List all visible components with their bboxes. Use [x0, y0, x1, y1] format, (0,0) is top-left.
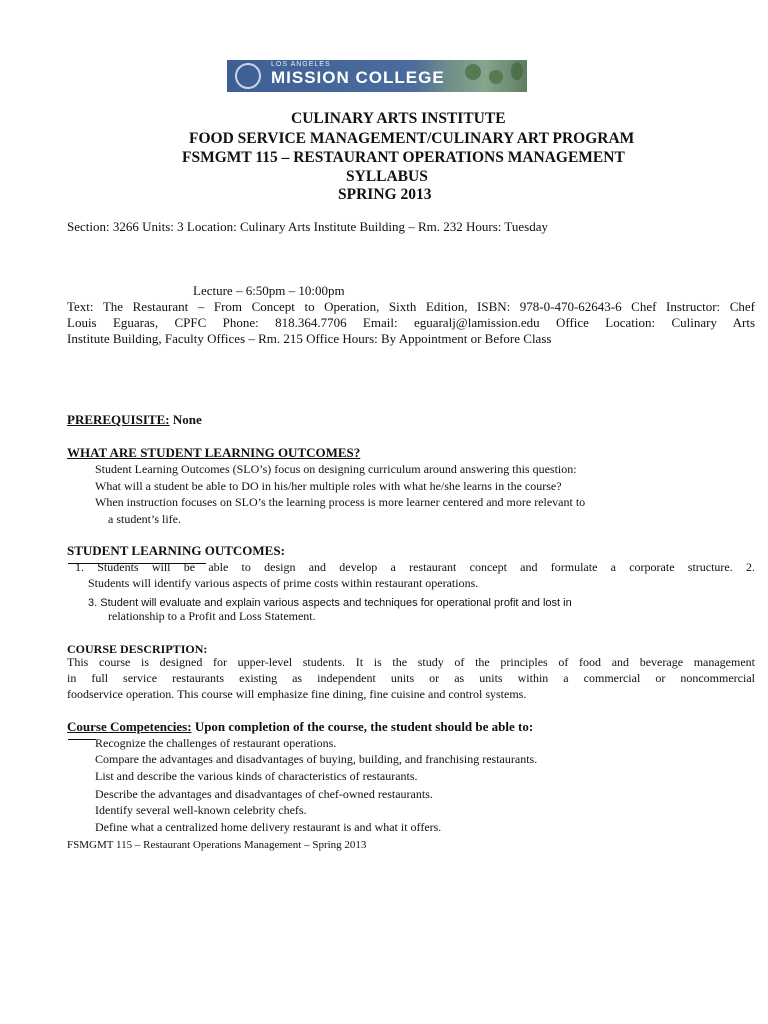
logo-main-text: MISSION COLLEGE: [271, 68, 445, 87]
slo-line2: Students will identify various aspects of prime costs within restaurant operations.: [88, 576, 479, 590]
competency-item: Compare the advantages and disadvantages of buying, building, and franchising restaurants.: [95, 752, 538, 766]
slo-question-line4: a student’s life.: [108, 512, 181, 526]
text-info-line3: Institute Building, Faculty Offices – Rm. 215 Office Hours: By Appointment or Before Class: [67, 331, 552, 346]
slo-question-line3: When instruction focuses on SLO’s the learning process is more learner centered and more relevant to: [95, 495, 586, 509]
logo-top-text: LOS ANGELES: [271, 61, 331, 68]
header-program: FOOD SERVICE MANAGEMENT/CULINARY ART PROGRAM: [189, 130, 635, 147]
prerequisite-label: PREREQUISITE:: [67, 412, 170, 427]
page-footer: FSMGMT 115 – Restaurant Operations Management – Spring 2013: [67, 839, 367, 851]
prerequisite: [67, 412, 202, 428]
course-description-heading: COURSE DESCRIPTION:: [67, 642, 208, 656]
competencies-heading-text: Upon completion of the course, the student should be able to:: [191, 719, 534, 734]
competency-item: List and describe the various kinds of characteristics of restaurants.: [95, 769, 418, 783]
competency-item: Define what a centralized home delivery restaurant is and what it offers.: [95, 820, 442, 834]
course-description-line2: in full service restaurants existing as independent units or as units within a commercial or noncommercial: [67, 671, 755, 685]
tree-icon: [465, 64, 481, 80]
course-description-line3: foodservice operation. This course will emphasize fine dining, fine cuisine and control systems.: [67, 687, 527, 701]
text-info-line2: Louis Eguaras, CPFC Phone: 818.364.7706 Email: eguaralj@lamission.edu Office Location: Culinary Arts: [67, 315, 755, 330]
slo-question-heading: WHAT ARE STUDENT LEARNING OUTCOMES?: [67, 445, 361, 460]
competency-item: Identify several well-known celebrity chefs.: [95, 803, 307, 817]
course-description-line1: This course is designed for upper-level students. It is the study of the principles of food and beverage management: [67, 655, 755, 669]
competency-item: Describe the advantages and disadvantages of chef-owned restaurants.: [95, 787, 433, 801]
lecture-hours: Lecture – 6:50pm – 10:00pm: [193, 283, 345, 298]
header-syllabus: SYLLABUS: [346, 168, 428, 185]
slo-question-line1: Student Learning Outcomes (SLO’s) focus on designing curriculum around answering this question:: [95, 462, 577, 476]
text-info-line1: Text: The Restaurant – From Concept to Operation, Sixth Edition, ISBN: 978-0-470-62643-6 Chef Instructor: Chef: [67, 299, 755, 314]
slo-heading: STUDENT LEARNING OUTCOMES:: [67, 543, 285, 558]
college-logo: [227, 60, 527, 92]
slo-line3: 3. Student will evaluate and explain various aspects and techniques for operational profit and lost in: [88, 597, 572, 609]
college-seal-icon: [235, 63, 261, 89]
competency-item: Recognize the challenges of restaurant operations.: [95, 736, 337, 750]
header-institute: CULINARY ARTS INSTITUTE: [291, 110, 506, 127]
slo-line1: 1. Students will be able to design and develop a restaurant concept and formulate a corporate structure. 2.: [75, 560, 755, 574]
competencies-heading-label: Course Competencies:: [67, 719, 192, 734]
competencies-heading: [67, 719, 533, 735]
slo-question-line2: What will a student be able to DO in his/her multiple roles with what he/she learns in the course?: [95, 479, 562, 493]
tree-icon: [511, 62, 523, 80]
prerequisite-value: None: [169, 412, 202, 427]
header-course-title: FSMGMT 115 – RESTAURANT OPERATIONS MANAGEMENT: [182, 149, 625, 166]
tree-icon: [489, 70, 503, 84]
competencies-rule: [68, 739, 96, 740]
slo-line4: relationship to a Profit and Loss Statement.: [108, 609, 316, 623]
header-term: SPRING 2013: [338, 186, 432, 203]
section-info: Section: 3266 Units: 3 Location: Culinary Arts Institute Building – Rm. 232 Hours: Tuesday: [67, 219, 548, 234]
